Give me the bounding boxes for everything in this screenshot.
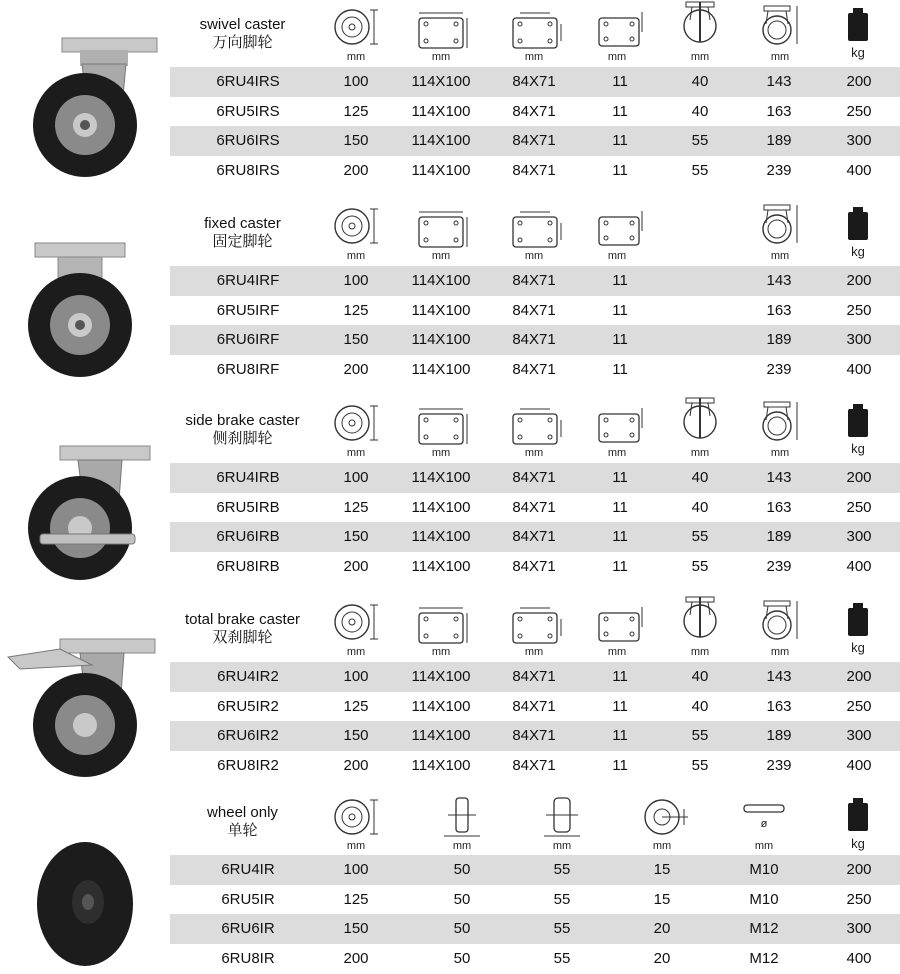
value-cell: 114X100 [411,498,471,516]
table-row [170,751,900,781]
value-cell: 55 [691,727,709,744]
value-cell: 11 [612,73,628,90]
model-cell: 6RU8IR2 [217,756,279,774]
value-cell: 11 [612,161,628,179]
value-cell: 84X71 [512,498,556,516]
offset-icon [680,595,720,643]
bolt-hole-icon [594,209,650,249]
unit-label: mm [431,447,451,459]
height-icon [758,2,802,48]
value-cell: 50 [453,920,471,937]
table-row [170,493,900,523]
value-cell: 239 [766,360,792,378]
value-cell: M10 [749,861,779,878]
bore-diameter-icon [640,796,692,838]
value-cell: 100 [343,668,369,685]
unit-label: mm [690,51,710,63]
plate-size-icon [414,10,470,50]
table-row [170,266,900,296]
value-cell: 55 [553,861,571,878]
value-cell: 125 [343,890,369,908]
bolt-spacing-icon [508,406,564,446]
spec-icons-row [0,788,900,854]
unit-label: mm [524,51,544,63]
value-cell: 200 [343,360,369,378]
value-cell: 55 [691,756,709,774]
value-cell: 84X71 [512,73,556,90]
unit-label: mm [552,840,572,852]
value-cell: 40 [691,498,709,516]
section-total-brake-caster [0,595,900,785]
unit-label: mm [770,250,790,262]
value-cell: 200 [846,469,872,486]
unit-label: kg [851,441,865,456]
unit-label: mm [607,646,627,658]
value-cell: 11 [612,102,628,120]
wheel-diameter-icon [330,205,382,247]
spec-icons-row [0,595,900,661]
table-row [170,552,900,582]
unit-label: mm [524,250,544,262]
table-row [170,522,900,552]
offset-icon [680,396,720,444]
value-cell: 40 [691,469,709,486]
value-cell: 250 [846,890,872,908]
title-en: total brake caster [184,611,301,628]
model-cell: 6RU5IR [221,890,275,908]
table-row [170,721,900,751]
value-cell: 50 [453,949,471,967]
hub-length-icon [542,794,582,840]
value-cell: 100 [343,469,369,486]
weight-icon [846,603,870,637]
value-cell: 239 [766,557,792,575]
value-cell: 50 [453,861,471,878]
unit-label: kg [851,244,865,259]
unit-label: mm [754,840,774,852]
model-cell: 6RU6IRS [216,132,280,149]
plate-size-icon [414,605,470,645]
value-cell: 11 [612,528,628,545]
value-cell: 143 [766,668,792,685]
value-cell: 11 [612,668,628,685]
value-cell: 114X100 [411,102,471,120]
value-cell: 114X100 [411,73,471,90]
value-cell: 250 [846,301,872,319]
value-cell: 84X71 [512,161,556,179]
value-cell: 400 [846,557,872,575]
value-cell: 50 [453,890,471,908]
value-cell: 84X71 [512,557,556,575]
value-cell: 150 [343,528,369,545]
value-cell: 55 [691,132,709,149]
bolt-hole-icon [594,605,650,645]
value-cell: 150 [343,132,369,149]
value-cell: 239 [766,756,792,774]
section-wheel-only [0,788,900,974]
unit-label: mm [346,250,366,262]
value-cell: 84X71 [512,469,556,486]
value-cell: 114X100 [411,301,471,319]
model-cell: 6RU4IR2 [217,668,279,685]
weight-icon [846,207,870,241]
value-cell: 250 [846,498,872,516]
value-cell: 55 [553,890,571,908]
unit-label: mm [607,447,627,459]
bolt-hole-icon [594,10,650,50]
model-cell: 6RU5IRS [216,102,280,120]
wheel-diameter-icon [330,6,382,48]
value-cell: 150 [343,920,369,937]
value-cell: 400 [846,756,872,774]
model-cell: 6RU8IRF [216,360,280,378]
title-zh: 单轮 [227,822,258,839]
wheel-diameter-icon [330,402,382,444]
value-cell: 143 [766,272,792,289]
model-cell: 6RU8IRS [216,161,280,179]
value-cell: 40 [691,668,709,685]
value-cell: 150 [343,331,369,348]
table-row [170,914,900,944]
value-cell: 11 [612,360,628,378]
model-cell: 6RU6IRF [216,331,280,348]
unit-label: kg [851,836,865,851]
value-cell: 15 [653,861,671,878]
value-cell: 143 [766,73,792,90]
value-cell: 189 [766,132,792,149]
bolt-spacing-icon [508,209,564,249]
unit-label: mm [607,51,627,63]
value-cell: M12 [749,920,779,937]
value-cell: 114X100 [411,272,471,289]
value-cell: 200 [343,161,369,179]
value-cell: 200 [343,949,369,967]
section-swivel-caster [0,0,900,190]
title-zh: 万向脚轮 [212,34,273,51]
value-cell: 40 [691,697,709,715]
value-cell: 114X100 [411,132,471,149]
value-cell: 84X71 [512,360,556,378]
table-row [170,325,900,355]
title-en: swivel caster [199,16,286,33]
value-cell: 300 [846,727,872,744]
value-cell: 11 [612,301,628,319]
title-zh: 双刹脚轮 [212,629,273,646]
spec-icons-row [0,199,900,265]
offset-icon [680,0,720,48]
table-row [170,67,900,97]
title-en: fixed caster [204,215,281,232]
unit-label: mm [770,447,790,459]
table-row [170,463,900,493]
value-cell: 84X71 [512,756,556,774]
value-cell: 114X100 [411,727,471,744]
value-cell: 55 [691,161,709,179]
value-cell: 20 [653,920,671,937]
table-row [170,692,900,722]
model-cell: 6RU4IRB [216,469,280,486]
value-cell: 200 [846,861,872,878]
model-cell: 6RU8IRB [216,557,280,575]
spec-icons-row [0,396,900,462]
value-cell: 300 [846,132,872,149]
value-cell: 11 [612,697,628,715]
value-cell: 84X71 [512,528,556,545]
bolt-spacing-icon [508,10,564,50]
value-cell: 11 [612,132,628,149]
value-cell: 55 [691,557,709,575]
unit-label: mm [690,646,710,658]
value-cell: 125 [343,697,369,715]
table-row [170,355,900,385]
unit-label: mm [770,646,790,658]
value-cell: 84X71 [512,102,556,120]
value-cell: 200 [846,668,872,685]
value-cell: M12 [749,949,779,967]
title-zh: 固定脚轮 [212,233,273,250]
weight-icon [846,8,870,42]
unit-label: mm [524,447,544,459]
value-cell: 84X71 [512,272,556,289]
unit-label: mm [346,840,366,852]
value-cell: 400 [846,161,872,179]
value-cell: 55 [691,528,709,545]
value-cell: 11 [612,272,628,289]
unit-label: mm [346,646,366,658]
value-cell: 250 [846,697,872,715]
unit-label: mm [607,250,627,262]
unit-label: mm [346,447,366,459]
value-cell: 11 [612,469,628,486]
value-cell: 114X100 [411,668,471,685]
unit-label: mm [770,51,790,63]
unit-label: mm [524,646,544,658]
unit-label: mm [452,840,472,852]
model-cell: 6RU4IRS [216,73,280,90]
section-fixed-caster [0,199,900,389]
value-cell: 84X71 [512,301,556,319]
unit-label: mm [346,51,366,63]
plate-size-icon [414,209,470,249]
value-cell: 114X100 [411,469,471,486]
value-cell: 200 [343,557,369,575]
plate-size-icon [414,406,470,446]
value-cell: 84X71 [512,697,556,715]
height-icon [758,201,802,247]
value-cell: 84X71 [512,132,556,149]
value-cell: 114X100 [411,528,471,545]
model-cell: 6RU5IRF [216,301,280,319]
model-cell: 6RU4IRF [216,272,280,289]
value-cell: 300 [846,528,872,545]
bolt-spacing-icon [508,605,564,645]
table-row [170,885,900,915]
diameter-symbol: ø [760,818,768,830]
value-cell: 100 [343,73,369,90]
value-cell: 114X100 [411,557,471,575]
value-cell: 189 [766,727,792,744]
value-cell: 84X71 [512,668,556,685]
value-cell: 15 [653,890,671,908]
bolt-hole-icon [594,406,650,446]
table-row [170,97,900,127]
value-cell: 239 [766,161,792,179]
value-cell: 114X100 [411,331,471,348]
value-cell: 84X71 [512,727,556,744]
spec-icons-row [0,0,900,66]
value-cell: 55 [553,949,571,967]
value-cell: 163 [766,498,792,516]
value-cell: 125 [343,102,369,120]
wheel-diameter-icon [330,796,382,838]
value-cell: 11 [612,727,628,744]
table-row [170,126,900,156]
value-cell: 300 [846,920,872,937]
axle-icon [742,802,788,816]
title-en: side brake caster [185,412,300,429]
value-cell: 40 [691,73,709,90]
value-cell: 40 [691,102,709,120]
value-cell: 189 [766,528,792,545]
value-cell: 114X100 [411,360,471,378]
section-side-brake-caster [0,396,900,586]
unit-label: kg [851,45,865,60]
value-cell: 84X71 [512,331,556,348]
value-cell: M10 [749,890,779,908]
table-row [170,662,900,692]
value-cell: 400 [846,949,872,967]
value-cell: 114X100 [411,697,471,715]
value-cell: 100 [343,861,369,878]
value-cell: 114X100 [411,161,471,179]
value-cell: 200 [846,272,872,289]
model-cell: 6RU6IR [221,920,275,937]
value-cell: 114X100 [411,756,471,774]
title-zh: 侧刹脚轮 [212,430,273,447]
value-cell: 11 [612,557,628,575]
unit-label: mm [431,250,451,262]
value-cell: 250 [846,102,872,120]
wheel-width-icon [442,794,482,840]
height-icon [758,597,802,643]
unit-label: kg [851,640,865,655]
value-cell: 20 [653,949,671,967]
model-cell: 6RU5IRB [216,498,280,516]
value-cell: 143 [766,469,792,486]
value-cell: 100 [343,272,369,289]
model-cell: 6RU6IR2 [217,727,279,744]
value-cell: 11 [612,331,628,348]
value-cell: 200 [846,73,872,90]
value-cell: 55 [553,920,571,937]
unit-label: mm [431,51,451,63]
value-cell: 11 [612,756,628,774]
table-row [170,296,900,326]
model-cell: 6RU4IR [221,861,275,878]
weight-icon [846,404,870,438]
model-cell: 6RU5IR2 [217,697,279,715]
value-cell: 125 [343,498,369,516]
model-cell: 6RU6IRB [216,528,280,545]
value-cell: 150 [343,727,369,744]
height-icon [758,398,802,444]
value-cell: 400 [846,360,872,378]
value-cell: 163 [766,102,792,120]
weight-icon [846,798,870,832]
value-cell: 300 [846,331,872,348]
unit-label: mm [431,646,451,658]
value-cell: 163 [766,301,792,319]
value-cell: 200 [343,756,369,774]
table-row [170,944,900,974]
unit-label: mm [690,447,710,459]
model-cell: 6RU8IR [221,949,275,967]
table-row [170,156,900,186]
value-cell: 163 [766,697,792,715]
value-cell: 11 [612,498,628,516]
value-cell: 189 [766,331,792,348]
title-en: wheel only [207,804,278,821]
value-cell: 125 [343,301,369,319]
wheel-diameter-icon [330,601,382,643]
unit-label: mm [652,840,672,852]
table-row [170,855,900,885]
